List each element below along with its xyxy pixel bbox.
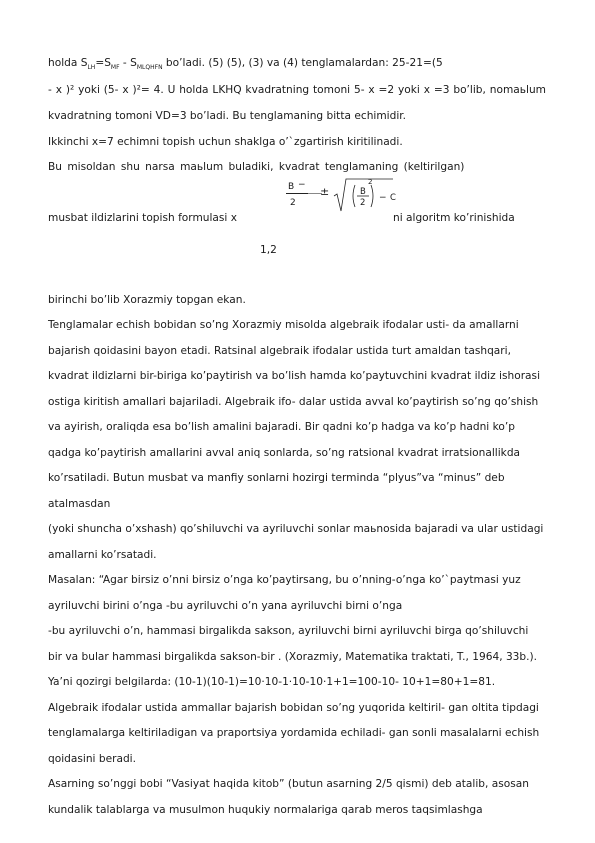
- line-8: birinchi bo’lib Xorazmiy topgan ekan.: [48, 294, 246, 306]
- line-22: bir va bular hammasi birgalikda sakson-bir . (Xorazmiy, Matematika traktati, T., 1964, 33b.).: [48, 651, 538, 663]
- formula-two: 2: [360, 198, 366, 208]
- formula-b: B: [360, 187, 366, 197]
- formula-minus: −: [298, 180, 306, 190]
- line-18: amallarni ko’rsatadi.: [48, 549, 157, 561]
- plus-minus: ±: [320, 185, 330, 198]
- line-14: qadga ko’paytirish amallarini avval aniq sonlarda, so’ng ratsional kvadrat irratsionallikda: [48, 447, 521, 459]
- line-10: bajarish qoidasini bayon etadi. Ratsinal algebraik ifodalar ustida turt amaldan tashqari,: [48, 345, 511, 357]
- line-27: Asarning so’nggi bobi “Vasiyat haqida kitob” (butun asarning 2/5 qismi) deb atalib, asosan: [48, 778, 529, 790]
- line-6-left: musbat ildizlarini topish formulasi x: [48, 212, 238, 224]
- text: =S: [95, 57, 111, 69]
- subscript-line: 1,2: [260, 244, 277, 256]
- line-9: Tenglamalar echish bobidan so’ng Xorazmiy misolda algebraik ifodalar usti- da amallarni: [48, 319, 519, 331]
- line-24: Algebraik ifodalar ustida ammallar bajarish bobidan so’ng yuqorida keltiril- gan oltita tipdagi: [48, 702, 539, 714]
- line-26: qoidasini beradi.: [48, 753, 136, 765]
- line-11: kvadrat ildizlarni bir-biriga ko’paytirish va bo’lish hamda ko’paytuvchini kvadrat ildiz ishorasi: [48, 370, 541, 382]
- subscript: LH: [87, 64, 96, 72]
- line-20: ayriluvchi birini o’nga -bu ayriluvchi o’n yana ayriluvchi birni o’nga: [48, 600, 403, 612]
- subscript: MF: [110, 64, 120, 72]
- formula-b: B: [288, 182, 295, 192]
- line-4: Ikkinchi x=7 echimni topish uchun shaklga o’`zgartirish kiritilinadi.: [48, 136, 403, 148]
- text: - S: [119, 57, 137, 69]
- line-12: ostiga kiritish amallari bajariladi. Algebraik ifo- dalar ustida avval ko’paytirish so’ng qo’shish: [48, 396, 539, 408]
- line-3: kvadratning tomoni VD=3 bo’ladi. Bu tenglamaning bitta echimidir.: [48, 110, 407, 122]
- formula-two: 2: [290, 198, 296, 208]
- fraction-bar: [286, 193, 308, 194]
- line-16: atalmasdan: [48, 498, 111, 510]
- line-13: va ayirish, oraliqda esa bo’lish amalini bajaradi. Bir qadni ko’p hadga va ko’p hadni ko’p: [48, 421, 515, 433]
- line-2: - x )² yoki (5- x )²= 4. U holda LKHQ kvadratning tomoni 5- x =2 yoki x =3 bo’lib, nomaьlum: [48, 84, 546, 96]
- formula-minus: −: [379, 193, 387, 203]
- line-28: kundalik talablarga va musulmon huqukiy normalariga qarab meros taqsimlashga: [48, 804, 483, 816]
- line-25: tenglamalarga keltiriladigan va praportsiya yordamida echiladi- gan sonli masalalarni echish: [48, 727, 540, 739]
- line-5: Bu misoldan shu narsa maьlum buladiki, kvadrat tenglamaning (keltirilgan): [48, 161, 465, 173]
- text: bo’ladi. (5) (5), (3) va (4) tenglamalardan: 25-21=(5: [162, 57, 443, 69]
- line-17: (yoki shuncha o’xshash) qo’shiluvchi va ayriluvchi sonlar maьnosida bajaradi va ular ustidagi: [48, 523, 544, 535]
- line-6-right: ni algoritm ko’rinishida: [393, 212, 515, 224]
- line-1: [48, 56, 443, 70]
- formula-c: C: [390, 193, 396, 203]
- formula-exponent: 2: [368, 178, 373, 186]
- line-21: -bu ayriluvchi o’n, hammasi birgalikda sakson, ayriluvchi birni ayriluvchi birga qo’shiluvchi: [48, 625, 529, 637]
- text: holda S: [48, 57, 88, 69]
- line-19: Masalan: “Agar birsiz o’nni birsiz o’nga ko’paytirsang, bu o’nning-o’nga ko’`paytmasi yuz: [48, 574, 521, 586]
- line-23: Ya’ni qozirgi belgilarda: (10-1)(10-1)=10·10-1·10-10·1+1=100-10- 10+1=80+1=81.: [48, 676, 496, 688]
- subscript: MLQHFN: [136, 64, 163, 72]
- line-15: ko’rsatiladi. Butun musbat va manfiy sonlarni hozirgi terminda “plyus”va “minus” deb: [48, 472, 505, 484]
